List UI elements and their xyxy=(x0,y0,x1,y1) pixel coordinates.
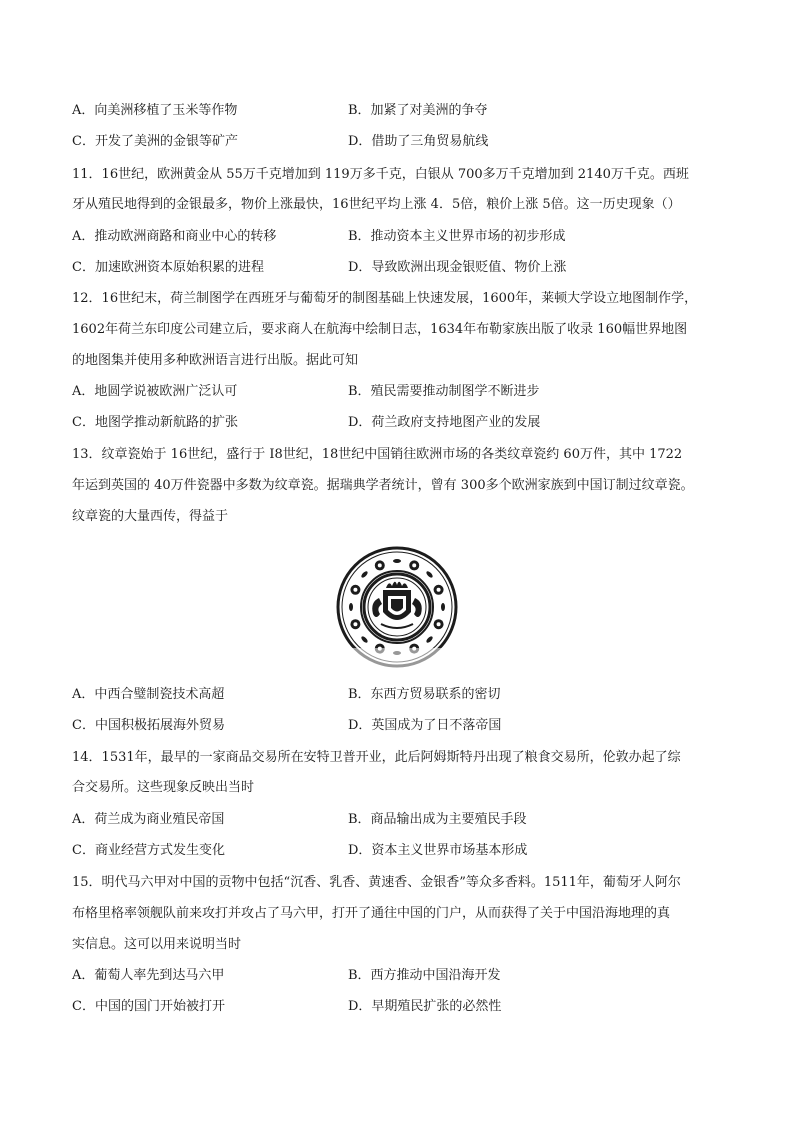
answer-option[interactable]: D．导致欧洲出现金银贬值、物价上涨 xyxy=(348,260,567,275)
answer-options-row xyxy=(72,383,732,401)
answer-option[interactable]: C．地图学推动新航路的扩张 xyxy=(72,415,238,430)
rim-flower-motif xyxy=(375,560,385,570)
question-text-line: 的地图集并使用多种欧洲语言进行出版。据此可知 xyxy=(72,353,359,368)
answer-option[interactable]: D．资本主义世界市场基本形成 xyxy=(348,843,528,858)
question-text-line: 14．1531年，最早的一家商品交易所在安特卫普开业，此后阿姆斯特丹出现了粮食交易所，伦敦办起了综 xyxy=(72,750,681,765)
answer-options-row xyxy=(72,414,732,432)
question-text-line: 12．16世纪末，荷兰制图学在西班牙与葡萄牙的制图基础上快速发展，1600年，莱顿大学设立地图制作学， xyxy=(72,291,698,306)
answer-option[interactable]: B．商品输出成为主要殖民手段 xyxy=(348,812,527,827)
rim-leaf-motif xyxy=(441,603,445,611)
answer-option[interactable]: C．加速欧洲资本原始积累的进程 xyxy=(72,260,264,275)
answer-option[interactable]: A．地圆学说被欧洲广泛认可 xyxy=(72,384,238,399)
answer-options-row xyxy=(72,133,732,151)
rim-flower-motif xyxy=(434,585,444,595)
answer-option[interactable]: C．中国积极拓展海外贸易 xyxy=(72,718,225,733)
answer-options-row xyxy=(72,228,732,246)
answer-option[interactable]: B．加紧了对美洲的争夺 xyxy=(348,103,488,118)
question-text-line: 纹章瓷的大量西传，得益于 xyxy=(72,509,229,524)
answer-option[interactable]: C．中国的国门开始被打开 xyxy=(72,999,225,1014)
rim-flower-motif xyxy=(350,619,360,629)
answer-option[interactable]: D．早期殖民扩张的必然性 xyxy=(348,999,502,1014)
answer-option[interactable]: B．殖民需要推动制图学不断进步 xyxy=(348,384,540,399)
answer-options-row xyxy=(72,259,732,277)
answer-option[interactable]: D．英国成为了日不落帝国 xyxy=(348,718,502,733)
question-text-line: 年运到英国的 40万件瓷器中多数为纹章瓷。据瑞典学者统计，曾有 300多个欧洲家族到中国订制过纹章瓷。 xyxy=(72,478,694,493)
question-text-line: 11．16世纪，欧洲黄金从 55万千克增加到 119万多千克，白银从 700多万千克增加到 2140万千克。西班 xyxy=(72,167,689,182)
question-text-line: 15．明代马六甲对中国的贡物中包括“沉香、乳香、黄速香、金银香”等众多香料。1511年，葡萄牙人阿尔 xyxy=(72,875,681,890)
answer-options-row xyxy=(72,998,732,1016)
answer-option[interactable]: B．推动资本主义世界市场的初步形成 xyxy=(348,229,566,244)
rim-leaf-motif xyxy=(349,603,353,611)
rim-flower-motif xyxy=(350,585,360,595)
answer-options-row xyxy=(72,842,732,860)
question-text-line: 合交易所。这些现象反映出当时 xyxy=(72,780,255,795)
answer-option[interactable]: B．西方推动中国沿海开发 xyxy=(348,968,501,983)
rim-flower-motif xyxy=(409,560,419,570)
answer-options-row xyxy=(72,967,732,985)
answer-options-row xyxy=(72,811,732,829)
question-text-line: 实信息。这可以用来说明当时 xyxy=(72,937,242,952)
question-text-line: 布格里格率领舰队前来攻打并攻占了马六甲，打开了通往中国的门户，从而获得了关于中国沿海地理的真 xyxy=(72,906,671,921)
rim-flower-motif xyxy=(434,619,444,629)
answer-option[interactable]: C．开发了美洲的金银等矿产 xyxy=(72,134,238,149)
question-text-line: 13．纹章瓷始于 16世纪，盛行于 I8世纪，18世纪中国销往欧洲市场的各类纹章瓷约 60万件，其中 1722 xyxy=(72,447,683,462)
answer-options-row xyxy=(72,102,732,120)
question-text-line: 1602年荷兰东印度公司建立后，要求商人在航海中绘制日志，1634年布勒家族出版了收录 160幅世界地图 xyxy=(72,322,688,337)
answer-option[interactable]: D．荷兰政府支持地图产业的发展 xyxy=(348,415,541,430)
question-text-line: 牙从殖民地得到的金银最多，物价上涨最快，16世纪平均上涨 4．5倍，粮价上涨 5倍。这一历史现象（） xyxy=(72,197,681,212)
answer-option[interactable]: A．向美洲移植了玉米等作物 xyxy=(72,103,238,118)
rim-leaf-motif xyxy=(393,559,401,563)
answer-option[interactable]: C．商业经营方式发生变化 xyxy=(72,843,225,858)
answer-option[interactable]: B．东西方贸易联系的密切 xyxy=(348,687,501,702)
answer-option[interactable]: A．葡萄人率先到达马六甲 xyxy=(72,968,225,983)
armorial-porcelain-plate-icon xyxy=(334,544,460,670)
answer-option[interactable]: A．荷兰成为商业殖民帝国 xyxy=(72,812,225,827)
answer-option[interactable]: A．推动欧洲商路和商业中心的转移 xyxy=(72,229,277,244)
answer-option[interactable]: A．中西合璧制瓷技术高超 xyxy=(72,687,225,702)
answer-options-row xyxy=(72,686,732,704)
answer-options-row xyxy=(72,717,732,735)
armorial-porcelain-plate-image xyxy=(334,544,460,670)
answer-option[interactable]: D．借助了三角贸易航线 xyxy=(348,134,489,149)
